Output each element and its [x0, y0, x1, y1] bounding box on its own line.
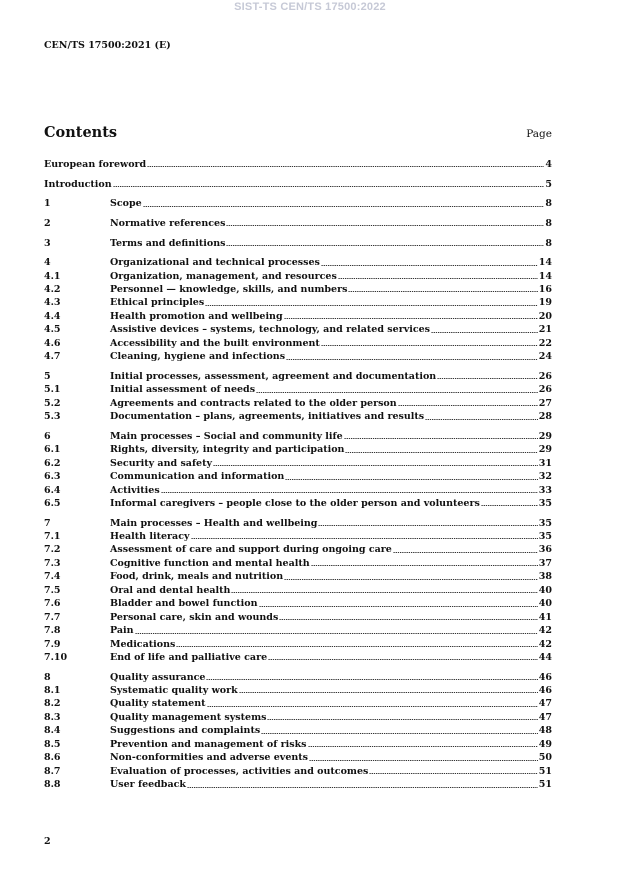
dot-leader — [431, 331, 538, 334]
toc-entry-number: 4 — [44, 257, 51, 269]
toc-entry-number: 8.3 — [44, 711, 61, 723]
toc-entry[interactable] — [44, 530, 552, 543]
dot-leader — [284, 578, 538, 581]
toc-entry[interactable] — [44, 738, 552, 751]
toc-entry[interactable] — [44, 457, 552, 470]
toc-entry[interactable] — [44, 337, 552, 350]
toc-entry-number: 4.2 — [44, 284, 61, 295]
toc-entry[interactable] — [44, 497, 552, 510]
table-of-contents — [44, 158, 552, 792]
toc-entry-number: 8.5 — [44, 738, 61, 750]
dot-leader — [318, 524, 537, 527]
toc-entry-number: 8.1 — [44, 685, 61, 696]
contents-heading: Contents — [44, 124, 118, 141]
dot-leader — [369, 772, 537, 775]
toc-entry-number: 6.2 — [44, 457, 61, 469]
footer-page-number: 2 — [44, 836, 51, 847]
toc-entry-title: Health literacy — [110, 531, 190, 542]
watermark: SIST-TS CEN/TS 17500:2022 — [234, 1, 386, 13]
toc-entry-number: 7.6 — [44, 598, 61, 610]
toc-entry-number: 1 — [44, 198, 51, 210]
dot-leader — [205, 304, 538, 307]
toc-entry-page: 26 — [538, 384, 552, 396]
toc-entry-number: 7.8 — [44, 625, 61, 637]
toc-entry-page: 28 — [538, 411, 552, 423]
toc-entry-number: 7.3 — [44, 557, 61, 569]
toc-entry-number: 6.5 — [44, 497, 61, 509]
toc-entry-number: 7 — [44, 517, 51, 529]
toc-entry-page: 47 — [538, 711, 552, 723]
dot-leader — [226, 244, 544, 247]
toc-entry-page: 24 — [538, 351, 552, 363]
toc-entry-title: Main processes – Social and community life — [110, 430, 343, 442]
dot-leader — [143, 205, 545, 208]
toc-entry-page: 44 — [538, 651, 552, 663]
toc-entry-page: 33 — [538, 484, 552, 496]
toc-entry-title: Medications — [110, 638, 176, 650]
toc-entry[interactable] — [44, 158, 552, 171]
toc-entry-title: Cleaning, hygiene and infections — [110, 351, 286, 363]
toc-entry-number: 7.1 — [44, 531, 61, 542]
toc-entry[interactable] — [44, 350, 552, 363]
toc-entry[interactable] — [44, 178, 552, 191]
toc-entry-page: 26 — [538, 370, 552, 382]
toc-entry-page: 4 — [545, 159, 552, 170]
toc-entry-title: Rights, diversity, integrity and participation — [110, 444, 345, 456]
toc-entry-page: 27 — [538, 397, 552, 409]
toc-entry-page: 32 — [538, 471, 552, 483]
toc-entry[interactable] — [44, 484, 552, 497]
document-id: CEN/TS 17500:2021 (E) — [44, 40, 171, 51]
toc-entry-title: Health promotion and wellbeing — [110, 310, 283, 322]
toc-entry[interactable] — [44, 430, 552, 443]
dot-leader — [147, 165, 544, 168]
toc-entry-title: Security and safety — [110, 457, 212, 469]
toc-entry-page: 48 — [538, 725, 552, 737]
dot-leader — [259, 605, 538, 608]
toc-entry-page: 37 — [538, 557, 552, 569]
toc-entry-number: 7.4 — [44, 571, 61, 583]
dot-leader — [284, 317, 538, 320]
toc-entry-title: Scope — [110, 198, 142, 210]
toc-entry[interactable] — [44, 543, 552, 556]
toc-entry[interactable] — [44, 296, 552, 309]
toc-entry-number: 7.10 — [44, 651, 68, 663]
dot-leader — [338, 277, 538, 280]
toc-entry-title: Terms and definitions — [110, 237, 226, 249]
dot-leader — [239, 691, 538, 694]
dot-leader — [256, 391, 538, 394]
toc-entry-title: Prevention and management of risks — [110, 738, 307, 750]
toc-entry-page: 40 — [538, 598, 552, 610]
toc-entry-page: 5 — [545, 178, 552, 190]
toc-entry-number: 7.2 — [44, 544, 61, 556]
toc-entry[interactable] — [44, 697, 552, 710]
toc-entry-number: 4.3 — [44, 297, 61, 309]
toc-entry-page: 16 — [538, 284, 552, 295]
toc-entry-number: 4.1 — [44, 270, 61, 282]
toc-entry-number: 8.8 — [44, 779, 61, 791]
toc-entry-title: Cognitive function and mental health — [110, 557, 310, 569]
toc-entry-title: Informal caregivers – people close to the older person and volunteers — [110, 497, 480, 509]
dot-leader — [308, 745, 538, 748]
toc-entry-title: Personal care, skin and wounds — [110, 611, 279, 623]
toc-entry-number: 7.9 — [44, 638, 61, 650]
toc-entry-title: Ethical principles — [110, 297, 205, 309]
dot-leader — [348, 290, 537, 293]
toc-entry-page: 40 — [538, 584, 552, 596]
toc-entry-page: 20 — [538, 310, 552, 322]
toc-entry-title: Main processes – Health and wellbeing — [110, 517, 318, 529]
toc-entry[interactable] — [44, 671, 552, 684]
toc-entry-number: 6.4 — [44, 484, 61, 496]
dot-leader — [226, 224, 544, 227]
toc-entry-page: 8 — [545, 237, 552, 249]
toc-entry-title: Personnel — knowledge, skills, and numbers — [110, 284, 348, 295]
dot-leader — [285, 478, 537, 481]
dot-leader — [286, 358, 538, 361]
toc-entry[interactable] — [44, 256, 552, 269]
toc-entry-number: 8.6 — [44, 752, 61, 764]
toc-entry-number: 6 — [44, 430, 51, 442]
toc-entry-page: 42 — [538, 625, 552, 637]
toc-entry-title: Initial processes, assessment, agreement and documentation — [110, 370, 437, 382]
toc-entry-number: 5.1 — [44, 384, 61, 396]
toc-entry-page: 51 — [538, 765, 552, 777]
toc-entry-page: 46 — [538, 685, 552, 696]
dot-leader — [344, 437, 538, 440]
toc-entry-page: 21 — [538, 324, 552, 336]
toc-entry[interactable] — [44, 570, 552, 583]
toc-entry[interactable] — [44, 638, 552, 651]
dot-leader — [398, 404, 538, 407]
toc-entry-page: 36 — [538, 544, 552, 556]
toc-entry-number: 8.7 — [44, 765, 61, 777]
toc-entry[interactable] — [44, 651, 552, 664]
toc-entry[interactable] — [44, 557, 552, 570]
toc-entry-page: 35 — [538, 497, 552, 509]
toc-entry-page: 46 — [538, 671, 552, 683]
toc-entry-number: 4.4 — [44, 310, 61, 322]
toc-entry[interactable] — [44, 711, 552, 724]
dot-leader — [437, 377, 538, 380]
toc-entry-title: Agreements and contracts related to the older person — [110, 397, 397, 409]
toc-entry-number: 6.3 — [44, 471, 61, 483]
toc-entry-page: 29 — [538, 444, 552, 456]
dot-leader — [161, 491, 538, 494]
toc-entry-page: 14 — [538, 257, 552, 269]
toc-entry-title: Food, drink, meals and nutrition — [110, 571, 284, 583]
dot-leader — [191, 537, 538, 540]
page-column-label: Page — [526, 128, 552, 140]
toc-entry-page: 8 — [545, 198, 552, 210]
toc-entry[interactable] — [44, 765, 552, 778]
toc-entry-title: Oral and dental health — [110, 584, 231, 596]
dot-leader — [321, 344, 538, 347]
toc-entry[interactable] — [44, 778, 552, 791]
toc-entry-number: 3 — [44, 237, 51, 249]
toc-entry[interactable] — [44, 270, 552, 283]
toc-entry-number: 7.7 — [44, 611, 61, 623]
toc-entry[interactable] — [44, 323, 552, 336]
toc-entry-page: 29 — [538, 430, 552, 442]
dot-leader — [261, 732, 538, 735]
toc-entry-page: 8 — [545, 217, 552, 229]
dot-leader — [345, 451, 537, 454]
toc-entry-title: Quality management systems — [110, 711, 267, 723]
toc-entry-title: Documentation – plans, agreements, initiatives and results — [110, 411, 425, 423]
dot-leader — [393, 551, 538, 554]
toc-entry-page: 14 — [538, 270, 552, 282]
toc-entry[interactable] — [44, 624, 552, 637]
toc-entry-page: 35 — [538, 517, 552, 529]
toc-entry-title: Communication and information — [110, 471, 285, 483]
dot-leader — [187, 786, 538, 789]
toc-entry[interactable] — [44, 383, 552, 396]
toc-entry-page: 42 — [538, 638, 552, 650]
toc-entry-page: 22 — [538, 337, 552, 349]
toc-entry[interactable] — [44, 197, 552, 210]
toc-entry[interactable] — [44, 410, 552, 423]
toc-entry-page: 47 — [538, 698, 552, 710]
dot-leader — [311, 564, 538, 567]
toc-entry-number: 4.7 — [44, 351, 61, 363]
dot-leader — [267, 718, 537, 721]
toc-entry-number: 5.2 — [44, 397, 61, 409]
toc-entry-number: 8 — [44, 671, 51, 683]
toc-entry[interactable] — [44, 517, 552, 530]
toc-entry-title: Accessibility and the built environment — [110, 337, 320, 349]
toc-entry[interactable] — [44, 584, 552, 597]
toc-entry[interactable] — [44, 443, 552, 456]
toc-entry-title: Introduction — [44, 178, 112, 190]
toc-entry[interactable] — [44, 751, 552, 764]
dot-leader — [309, 759, 538, 762]
toc-entry-title: European foreword — [44, 159, 147, 170]
toc-entry-number: 6.1 — [44, 444, 61, 456]
dot-leader — [206, 678, 537, 681]
toc-entry[interactable] — [44, 283, 552, 296]
toc-entry[interactable] — [44, 684, 552, 697]
toc-entry-page: 19 — [538, 297, 552, 309]
dot-leader — [481, 504, 538, 507]
toc-entry-title: Suggestions and complaints — [110, 725, 261, 737]
toc-entry-number: 5 — [44, 370, 51, 382]
toc-entry-title: Systematic quality work — [110, 685, 238, 696]
toc-entry-title: Initial assessment of needs — [110, 384, 256, 396]
toc-entry[interactable] — [44, 597, 552, 610]
dot-leader — [268, 658, 538, 661]
dot-leader — [135, 632, 538, 635]
toc-entry-title: Quality assurance — [110, 671, 206, 683]
toc-entry-title: Organization, management, and resources — [110, 270, 337, 282]
toc-entry-number: 8.4 — [44, 725, 61, 737]
toc-entry-page: 51 — [538, 779, 552, 791]
dot-leader — [425, 418, 538, 421]
toc-entry-number: 2 — [44, 217, 51, 229]
toc-entry-number: 5.3 — [44, 411, 61, 423]
toc-entry-number: 7.5 — [44, 584, 61, 596]
toc-entry-page: 38 — [538, 571, 552, 583]
toc-entry[interactable] — [44, 724, 552, 737]
toc-entry[interactable] — [44, 611, 552, 624]
toc-entry[interactable] — [44, 370, 552, 383]
toc-entry-title: Bladder and bowel function — [110, 598, 258, 610]
toc-entry-page: 49 — [538, 738, 552, 750]
dot-leader — [279, 618, 537, 621]
toc-entry[interactable] — [44, 217, 552, 230]
dot-leader — [213, 464, 538, 467]
toc-entry-page: 50 — [538, 752, 552, 764]
toc-entry-page: 35 — [538, 531, 552, 542]
toc-entry-title: Assessment of care and support during ongoing care — [110, 544, 392, 556]
dot-leader — [231, 591, 537, 594]
toc-entry-title: Quality statement — [110, 698, 206, 710]
toc-entry-title: Normative references — [110, 217, 226, 229]
toc-entry-title: Pain — [110, 625, 134, 637]
dot-leader — [113, 185, 545, 188]
toc-entry[interactable] — [44, 237, 552, 250]
toc-entry-title: User feedback — [110, 779, 186, 791]
toc-entry-number: 4.5 — [44, 324, 61, 336]
toc-entry[interactable] — [44, 310, 552, 323]
toc-entry[interactable] — [44, 470, 552, 483]
toc-entry-title: Assistive devices – systems, technology, and related services — [110, 324, 431, 336]
toc-entry-title: Activities — [110, 484, 160, 496]
toc-entry-page: 31 — [538, 457, 552, 469]
toc-entry-page: 41 — [538, 611, 552, 623]
toc-entry-title: Evaluation of processes, activities and outcomes — [110, 765, 369, 777]
dot-leader — [207, 705, 538, 708]
toc-entry[interactable] — [44, 397, 552, 410]
dot-leader — [176, 645, 537, 648]
toc-entry-number: 4.6 — [44, 337, 61, 349]
toc-entry-title: Organizational and technical processes — [110, 257, 320, 269]
dot-leader — [321, 264, 538, 267]
toc-entry-title: Non-conformities and adverse events — [110, 752, 309, 764]
toc-entry-number: 8.2 — [44, 698, 61, 710]
toc-entry-title: End of life and palliative care — [110, 651, 268, 663]
